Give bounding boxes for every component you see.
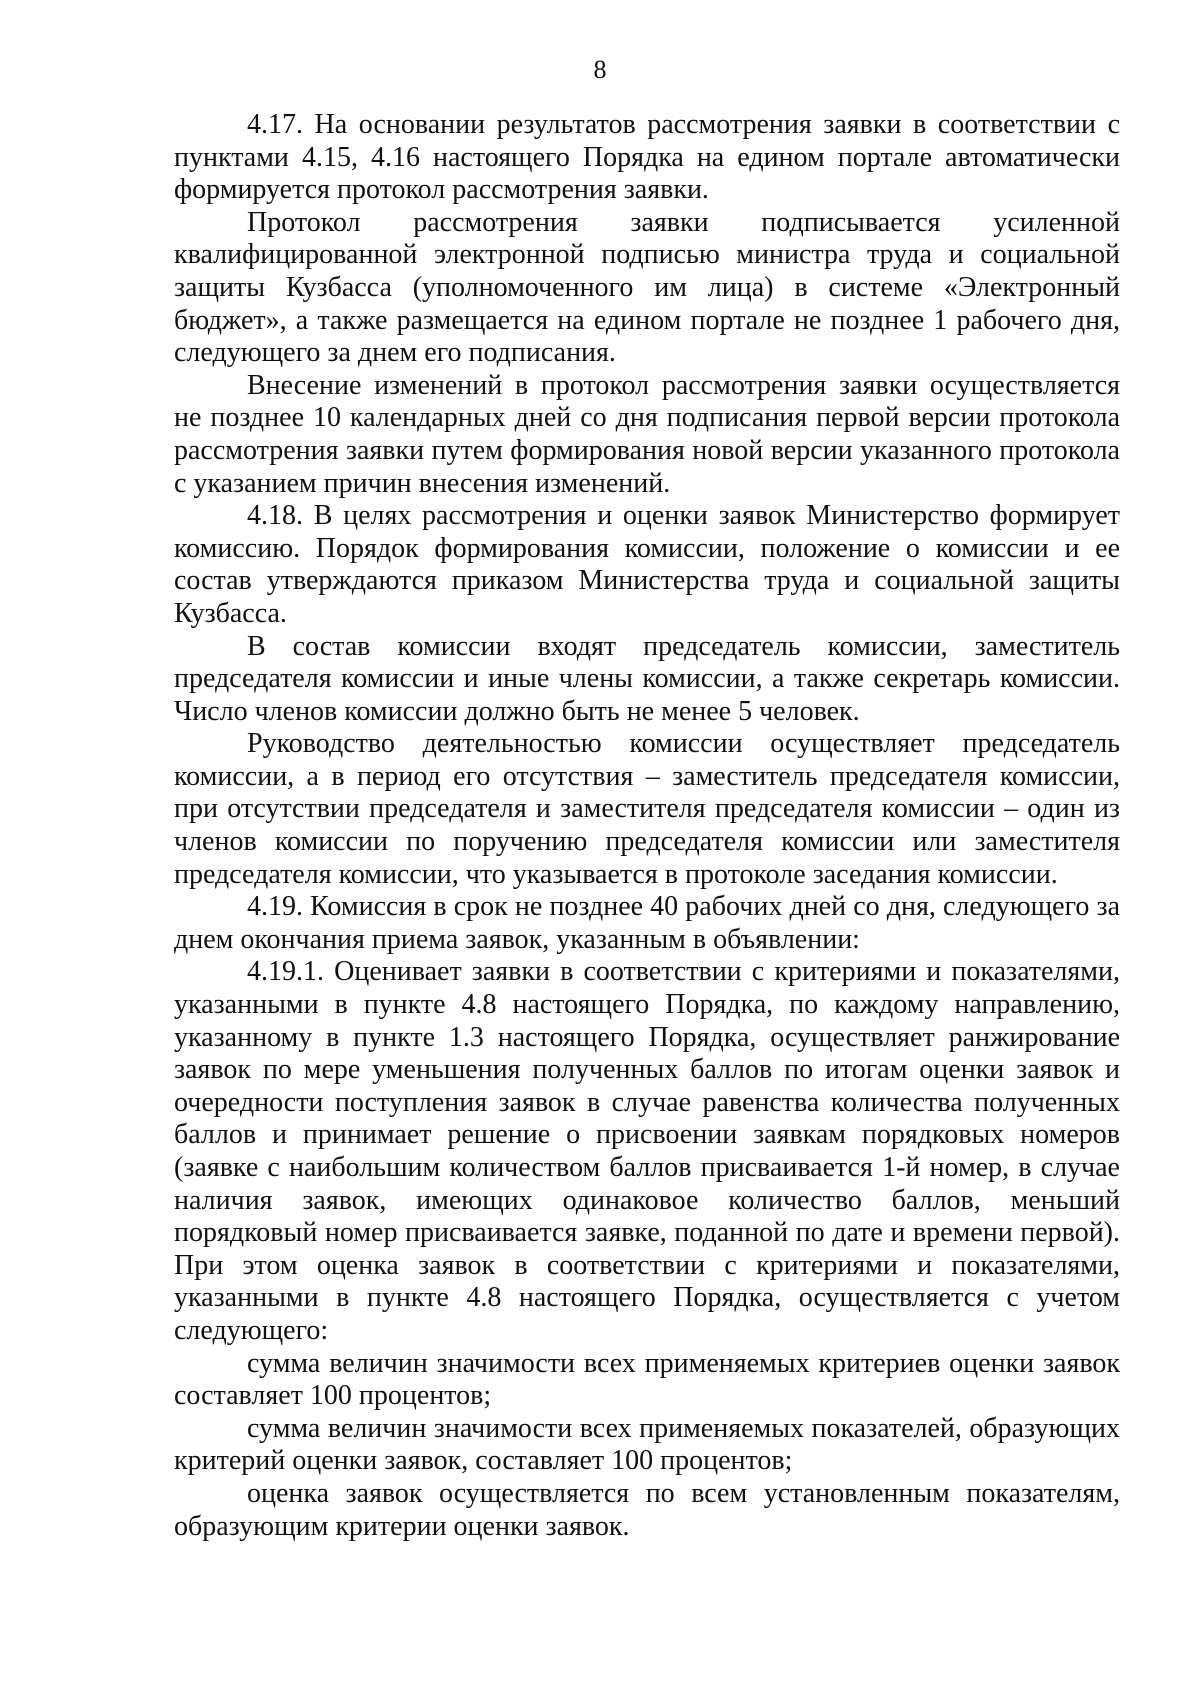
paragraph-4-17: 4.17. На основании результатов рассмотрения заявки в соответствии с пунктами 4.15, 4.16 настоящего Порядка на едином портале автоматически формируется протокол рассмотрения заявки.	[174, 109, 1120, 206]
list-item-criteria-sum: сумма величин значимости всех применяемых критериев оценки заявок составляет 100 процентов;	[174, 1347, 1120, 1412]
paragraph-protocol-signing: Протокол рассмотрения заявки подписывается усиленной квалифицированной электронной подписью министра труда и социальной защиты Кузбасса (уполномоченного им лица) в системе «Электронный бюджет», а также размещается на едином портале не позднее 1 рабочего дня, следующего за днем его подписания.	[174, 206, 1120, 369]
paragraph-protocol-changes: Внесение изменений в протокол рассмотрения заявки осуществляется не позднее 10 календарных дней со дня подписания первой версии протокола рассмотрения заявки путем формирования новой версии указанного протокола с указанием причин внесения изменений.	[174, 369, 1120, 499]
paragraph-commission-composition: В состав комиссии входят председатель комиссии, заместитель председателя комиссии и иные члены комиссии, а также секретарь комиссии. Число членов комиссии должно быть не менее 5 человек.	[174, 630, 1120, 727]
page-number: 8	[593, 55, 607, 84]
paragraph-4-19: 4.19. Комиссия в срок не позднее 40 рабочих дней со дня, следующего за днем окончания приема заявок, указанным в объявлении:	[174, 891, 1120, 955]
list-item-evaluation-scope: оценка заявок осуществляется по всем установленным показателям, образующим критерии оценки заявок.	[174, 1477, 1120, 1542]
paragraph-4-18: 4.18. В целях рассмотрения и оценки заявок Министерство формирует комиссию. Порядок формирования комиссии, положение о комиссии и ее состав утверждаются приказом Министерства труда и социальной защиты Кузбасса.	[174, 500, 1120, 629]
paragraph-commission-leadership: Руководство деятельностью комиссии осуществляет председатель комиссии, а в период его отсутствия – заместитель председателя комиссии, при отсутствии председателя и заместителя председателя комиссии – один из членов комиссии по поручению председателя комиссии или заместителя председателя комиссии, что указывается в протоколе заседания комиссии.	[174, 728, 1120, 890]
document-body	[174, 109, 1120, 1543]
paragraph-4-19-1: 4.19.1. Оценивает заявки в соответствии с критериями и показателями, указанными в пункте 4.8 настоящего Порядка, по каждому направлению, указанному в пункте 1.3 настоящего Порядка, осуществляет ранжирование заявок по мере уменьшения полученных баллов по итогам оценки заявок и очередности поступления заявок в случае равенства количества полученных баллов и принимает решение о присвоении заявкам порядковых номеров (заявке с наибольшим количеством баллов присваивается 1-й номер, в случае наличия заявок, имеющих одинаковое количество баллов, меньший порядковый номер присваивается заявке, поданной по дате и времени первой). При этом оценка заявок в соответствии с критериями и показателями, указанными в пункте 4.8 настоящего Порядка, осуществляется с учетом следующего:	[174, 956, 1120, 1346]
list-item-indicators-sum: сумма величин значимости всех применяемых показателей, образующих критерий оценки заявок, составляет 100 процентов;	[174, 1412, 1120, 1477]
